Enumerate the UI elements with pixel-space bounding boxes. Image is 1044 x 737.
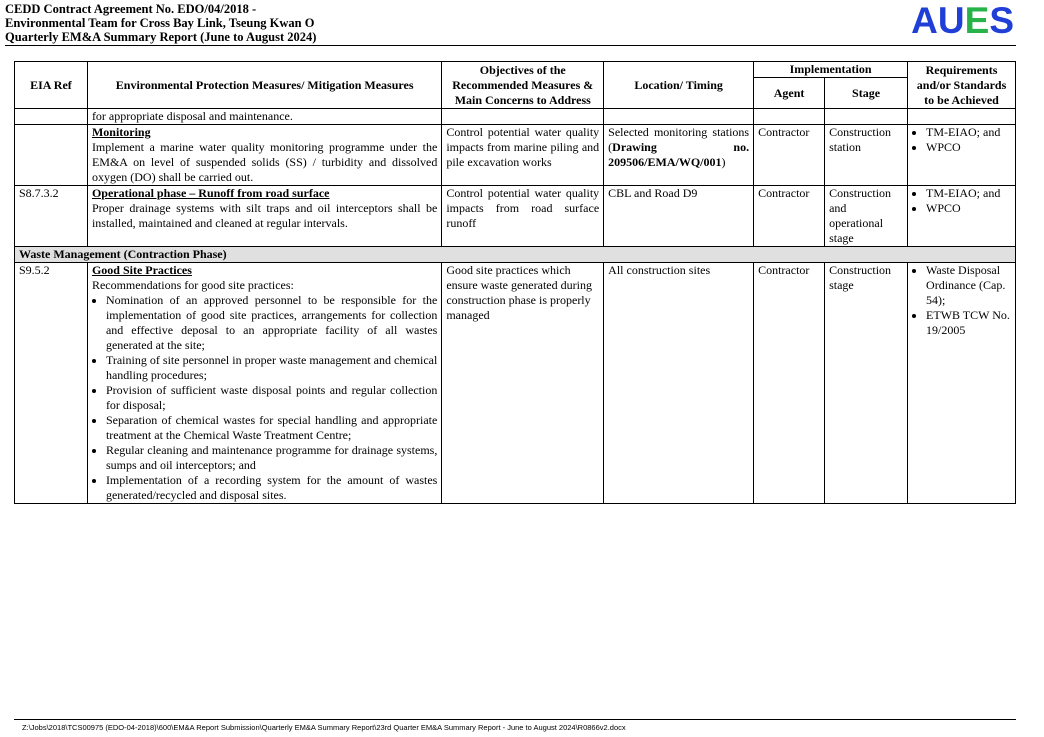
- col-stage: Stage: [825, 78, 908, 109]
- agent-cell: Contractor: [754, 263, 825, 504]
- measure-title: Monitoring: [91, 125, 151, 139]
- objective-cell: Control potential water quality impacts from marine piling and pile excavation works: [442, 125, 604, 186]
- objective-cell: Control potential water quality impacts from road surface runoff: [442, 186, 604, 247]
- col-measures: Environmental Protection Measures/ Mitigation Measures: [87, 62, 441, 109]
- requirement-item: • TM-EIAO; and: [926, 186, 1011, 201]
- col-location: Location/ Timing: [604, 62, 754, 109]
- requirement-item: • ETWB TCW No. 19/2005: [926, 308, 1011, 338]
- eia-ref-cell: S9.5.2: [15, 263, 88, 504]
- header-line-2: Environmental Team for Cross Bay Link, Tseung Kwan O: [5, 16, 315, 30]
- header-rule: [5, 45, 1016, 46]
- list-item: • Separation of chemical wastes for special handling and appropriate treatment at the Chemical Waste Treatment Centre;: [106, 413, 437, 443]
- list-item: • Nomination of an approved personnel to be responsible for the implementation of good site practices, arrangements for collection and effective deposal to an appropriate facility of all wastes generated at the site;: [106, 293, 437, 353]
- location-cell: CBL and Road D9: [604, 186, 754, 247]
- aues-logo: AUES: [911, 0, 1014, 41]
- report-header: [5, 2, 316, 44]
- em-a-table: [14, 61, 1016, 504]
- section-row: [15, 247, 1016, 263]
- list-item: • Implementation of a recording system for the amount of wastes generated/recycled and disposal sites.: [106, 473, 437, 503]
- table-header-row: [15, 62, 1016, 78]
- section-heading: Waste Management (Contraction Phase): [15, 247, 1016, 263]
- list-item: • Training of site personnel in proper waste management and chemical handling procedures;: [106, 353, 437, 383]
- requirement-item: • Waste Disposal Ordinance (Cap. 54);: [926, 263, 1011, 308]
- col-agent: Agent: [754, 78, 825, 109]
- table-row: [15, 125, 1016, 186]
- agent-cell: Contractor: [754, 125, 825, 186]
- measure-intro: Recommendations for good site practices:: [91, 278, 294, 292]
- col-requirements: Requirements and/or Standards to be Achieved: [908, 62, 1016, 109]
- agent-cell: Contractor: [754, 186, 825, 247]
- eia-ref-cell: S8.7.3.2: [15, 186, 88, 247]
- requirement-item: • WPCO: [926, 140, 1011, 155]
- measure-title: Operational phase – Runoff from road surface: [91, 186, 330, 200]
- footer-rule: [14, 719, 1016, 720]
- measure-cell: [87, 263, 441, 504]
- location-cell: All construction sites: [604, 263, 754, 504]
- objective-cell: Good site practices which ensure waste generated during construction phase is properly managed: [442, 263, 604, 504]
- stage-cell: Construction stage: [825, 263, 908, 504]
- header-line-1: CEDD Contract Agreement No. EDO/04/2018 -: [5, 2, 257, 16]
- measure-cell: [87, 186, 441, 247]
- stage-cell: Construction station: [825, 125, 908, 186]
- footer-path: Z:\Jobs\2018\TCS00975 (EDO-04-2018)\600\EM&A Report Submission\Quarterly EM&A Summary Report\23rd Quarter EM&A Summary Report - June to August 2024\R0866v2.docx: [22, 723, 626, 732]
- requirements-cell: [908, 263, 1016, 504]
- list-item: • Regular cleaning and maintenance programme for drainage systems, sumps and oil interceptors; and: [106, 443, 437, 473]
- col-objectives: Objectives of the Recommended Measures & Main Concerns to Address: [442, 62, 604, 109]
- table-row: [15, 263, 1016, 504]
- measure-title: Good Site Practices: [91, 263, 192, 277]
- col-implementation: Implementation: [754, 62, 908, 78]
- table-row: [15, 109, 1016, 125]
- col-eia-ref: EIA Ref: [15, 62, 88, 109]
- requirement-item: • TM-EIAO; and: [926, 125, 1011, 140]
- requirement-item: • WPCO: [926, 201, 1011, 216]
- measure-bullets: [92, 293, 437, 503]
- requirements-cell: [908, 125, 1016, 186]
- location-cell: Selected monitoring stations (Drawing no. 209506/EMA/WQ/001): [604, 125, 754, 186]
- measure-text: Proper drainage systems with silt traps and oil interceptors shall be installed, maintained and cleaned at regular intervals.: [91, 201, 438, 230]
- requirements-cell: [908, 186, 1016, 247]
- list-item: • Provision of sufficient waste disposal points and regular collection for disposal;: [106, 383, 437, 413]
- measure-text: Implement a marine water quality monitoring programme under the EM&A on level of suspended solids (SS) / turbidity and dissolved oxygen (DO) shall be carried out.: [91, 140, 438, 184]
- stage-cell: Construction and operational stage: [825, 186, 908, 247]
- measure-cell: [87, 125, 441, 186]
- measure-cell: for appropriate disposal and maintenance.: [87, 109, 441, 125]
- header-line-3: Quarterly EM&A Summary Report (June to August 2024): [5, 30, 317, 44]
- table-row: [15, 186, 1016, 247]
